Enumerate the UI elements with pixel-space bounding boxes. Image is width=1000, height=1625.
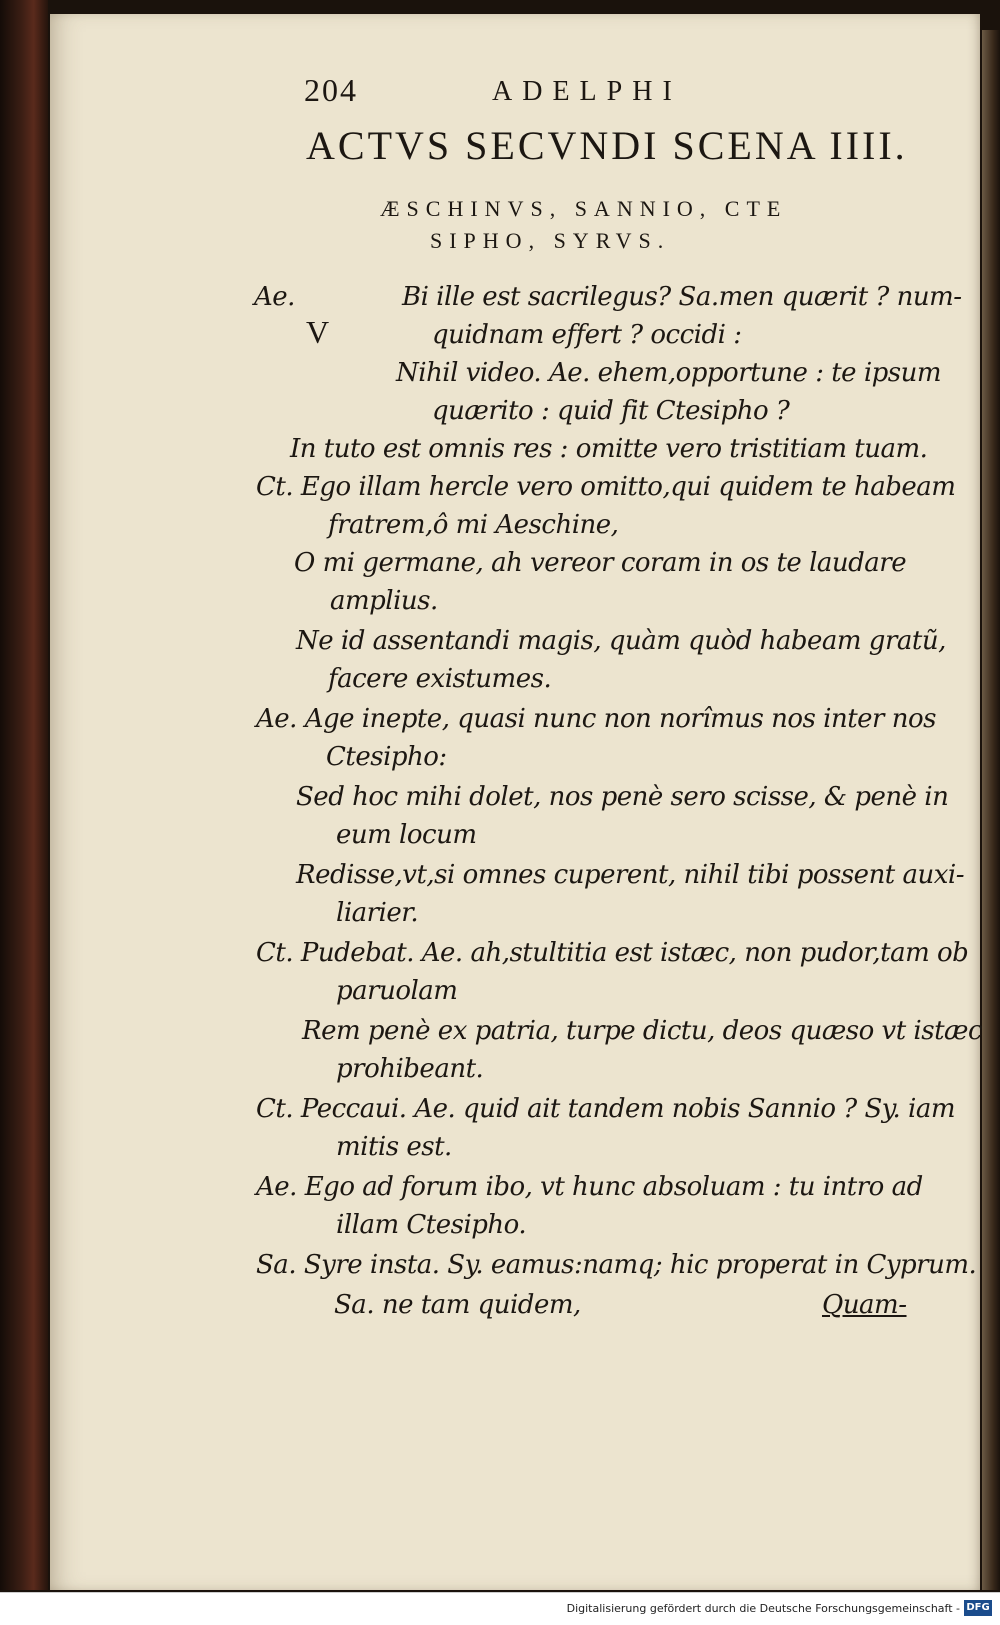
drop-capital: V (306, 314, 330, 350)
verse-line: Ct. Ego illam hercle vero omitto,qui quidem te habeam (256, 472, 956, 502)
funding-credit: Digitalisierung gefördert durch die Deutsche Forschungsgemeinschaft - (566, 1602, 960, 1615)
verse-line: Sed hoc mihi dolet, nos penè sero scisse, & penè in (296, 782, 949, 812)
catchword: Quam- (822, 1290, 907, 1320)
verse-line: Ae. Ego ad forum ibo, vt hunc absoluam : tu intro ad (256, 1172, 923, 1202)
cast-list-line-1: ÆSCHINVS, SANNIO, CTE (380, 196, 788, 221)
dfg-logo-icon: DFG (964, 1600, 992, 1616)
verse-line: Ct. Peccaui. Ae. quid ait tandem nobis Sannio ? Sy. iam (256, 1094, 956, 1124)
page-right-edge (982, 30, 1000, 1590)
verse-line: Sa. Syre insta. Sy. eamus:namq; hic properat in Cyprum. (256, 1250, 977, 1280)
verse-line: Ae. Age inepte, quasi nunc non norîmus nos inter nos (256, 704, 936, 734)
page-number: 204 (304, 72, 358, 108)
verse-line: Ct. Pudebat. Ae. ah,stultitia est istæc, non pudor,tam ob (256, 938, 969, 968)
verse-line: paruolam (336, 976, 458, 1006)
verse-line: quærito : quid fit Ctesipho ? (432, 396, 790, 426)
book-page (50, 14, 983, 1590)
verse-line: prohibeant. (336, 1054, 484, 1084)
verse-line: mitis est. (336, 1132, 452, 1162)
verse-line: quidnam effert ? occidi : (432, 320, 742, 350)
verse-line: Sa. ne tam quidem, (334, 1290, 581, 1320)
verse-line: liarier. (336, 898, 419, 928)
verse-line: facere existumes. (328, 664, 552, 694)
running-title: ADELPHI (492, 76, 682, 107)
verse-line: Ne id assentandi magis, quàm quòd habeam gratũ, (296, 626, 946, 656)
verse-line: O mi germane, ah vereor coram in os te laudare (294, 548, 907, 578)
verse-line: eum locum (336, 820, 477, 850)
act-heading: ACTVS SECVNDI SCENA IIII. (306, 123, 908, 168)
digitization-footer (0, 1592, 1000, 1625)
verse-line: Redisse,vt,si omnes cuperent, nihil tibi possent auxi- (296, 860, 965, 890)
verse-line: illam Ctesipho. (336, 1210, 527, 1240)
verse-line: fratrem,ô mi Aeschine, (328, 510, 619, 540)
book-spine-edge (0, 0, 48, 1590)
verse-line: In tuto est omnis res : omitte vero tristitiam tuam. (290, 434, 928, 464)
verse-line: Bi ille est sacrilegus? Sa.men quærit ? num- (402, 282, 962, 312)
verse-line: Ctesipho: (326, 742, 447, 772)
cast-list-line-2: SIPHO, SYRVS. (430, 228, 671, 253)
verse-line: amplius. (330, 586, 438, 616)
verse-line: Rem penè ex patria, turpe dictu, deos quæso vt istæc (302, 1016, 983, 1046)
verse-line: Nihil video. Ae. ehem,opportune : te ipsum (396, 358, 942, 388)
speaker-label: Ae. (254, 282, 295, 312)
